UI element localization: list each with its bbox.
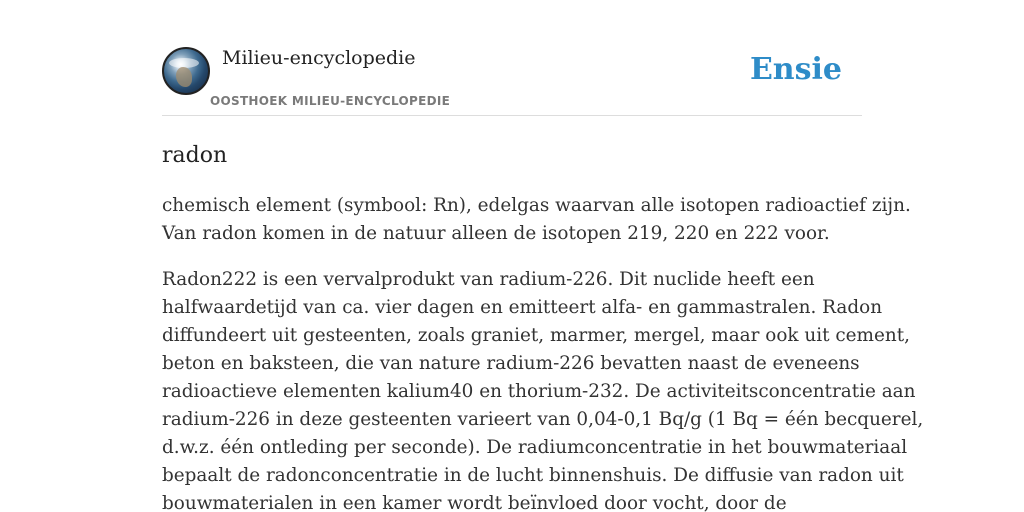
text-line: Radon222 is een vervalprodukt van radium-226. Dit nuclide heeft een: [162, 269, 815, 290]
text-line: beton en baksteen, die van nature radium-226 bevatten naast de eveneens: [162, 353, 860, 374]
definition-paragraph: [162, 192, 911, 248]
entry-content: [162, 142, 924, 512]
text-line: radioactieve elementen kalium40 en thorium-232. De activiteitsconcentratie aan: [162, 381, 916, 402]
page-container: [162, 0, 924, 512]
text-line: radium-226 in deze gesteenten varieert van 0,04-0,1 Bq/g (1 Bq = één becquerel,: [162, 409, 924, 430]
logo-land: [176, 67, 192, 87]
text-line: chemisch element (symbool: Rn), edelgas waarvan alle isotopen radioactief zijn.: [162, 195, 911, 216]
text-line: halfwaardetijd van ca. vier dagen en emitteert alfa- en gammastralen. Radon: [162, 297, 883, 318]
text-line: d.w.z. één ontleding per seconde). De radiumconcentratie in het bouwmateriaal: [162, 437, 908, 458]
body-paragraph: [162, 266, 924, 512]
brand-logo-link[interactable]: Ensie: [749, 52, 842, 87]
text-line: bepaalt de radonconcentratie in de lucht binnenshuis. De diffusie van radon uit: [162, 465, 904, 486]
earth-globe-icon[interactable]: [162, 47, 210, 95]
entry-title: radon: [162, 143, 228, 168]
text-line: Van radon komen in de natuur alleen de isotopen 219, 220 en 222 voor.: [162, 223, 830, 244]
text-line: bouwmaterialen in een kamer wordt beïnvloed door vocht, door de: [162, 493, 787, 512]
text-line: diffundeert uit gesteenten, zoals graniet, marmer, mergel, maar ook uit cement,: [162, 325, 910, 346]
site-subtitle: OOSTHOEK MILIEU-ENCYCLOPEDIE: [210, 94, 451, 108]
site-title[interactable]: Milieu-encyclopedie: [222, 47, 416, 69]
site-header: [162, 0, 862, 116]
